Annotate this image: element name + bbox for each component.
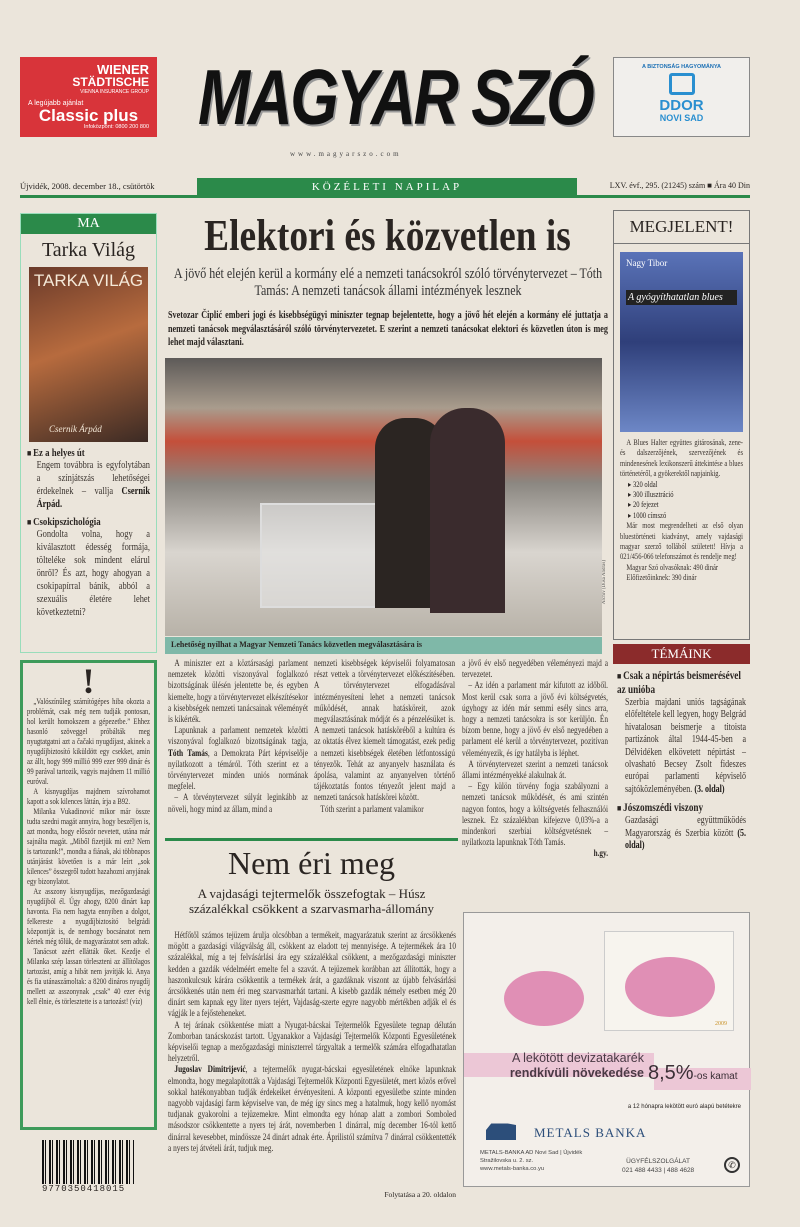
lead-body [168, 725, 308, 792]
feature-text: 300 illusztráció [632, 490, 674, 500]
today-title: Tarka Világ [41, 239, 136, 261]
box-p: Milanka Vukadinović mikor már össze tudta szedni magát annyira, hogy beszéljen is, azt mondta, hogy először nevetett, utána már sajnálta magát. „Miből fizetjük mi ezt? Nem is tartozunk!”, mondta a fiának, aki többnapos utánjárást követően is a már leírt „sok kilences” összegről tudott hazahozni anyjának egy bizonylatot. [27, 807, 150, 886]
today-item-title[interactable]: ■ Ez a helyes út [27, 447, 150, 459]
second-subhead: A vajdasági tejtermelők összefogtak – Húsz százalékkal csökkent a szarvasmarha-állomány [188, 886, 435, 916]
box-p: „Valószínűleg számítógépes hiba okozta a problémát, csak még nem tudják pontosan, hol került homokszem a gépezetbe.” Ehhez hasonló szöveggel próbálták meg nyugtatgatni azt a čačaki nyugdíjast, akinek a nyugdíjbiztosító kiküldött egy csekket, amin az állt, hogy 999 millió 999 ezer 999 dinár és 99 parával tartozik, vagyis majdnem 11 millió euróval. [27, 697, 150, 786]
ad-group: VIENNA INSURANCE GROUP [80, 89, 149, 95]
ad-headline: rendkívüli növekedése [509, 1066, 644, 1080]
wiener-staedtische-ad[interactable] [20, 57, 157, 137]
topic-text: Gazdasági együttműködés Magyarország és Szerbia között [625, 815, 746, 839]
lead-body: A törvénytervezet szerint a nemzeti tanácsok állami intézményekké alakulnak át. [462, 758, 608, 781]
lead-body: Tóth szerint a parlament valamikor [320, 803, 424, 814]
continued-link[interactable]: Folytatása a 20. oldalon [384, 1190, 456, 1199]
today-header: MA [21, 214, 156, 234]
bank-website[interactable]: www.metals-banka.co.yu [480, 1166, 545, 1172]
book-cover[interactable] [620, 252, 743, 432]
section-rule [165, 838, 458, 841]
today-item-bold: Csernik Árpád. [36, 486, 150, 510]
second-body-text: , a tejtermelők nyugat-bácskai egyesületének elnöke lapunknak elmondta, hogy megalapították a Vajdasági Tejtermelők Központi Egyesületét, mert közös erővel sokkal hatékonyabban tudják érdekeiket érvényesíteni. A központi egyesületbe szinte minden nagyobb vajdasági farm képviselve van, de még így sincs meg a hatalmuk, hogy kellő nyomást tudjanak gyakorolni a tejüzemekre. Mint elmondta egy hónap alatt a zombori Somboled másodszor csökkentette a nyers tej árát, novemberben 1 dinárral, míg december 16-tól kettő dinárral kevesebbet, mindössze 24 dinárt adnak érte. Áprilistól számítva 7 dinárral csökkentették a nyers tej átvételi árát, tudjuk meg. [168, 1064, 457, 1153]
today-item-text: Gondolta volna, hogy a kiválasztott édesség formája, tölteléke sok mindent elárul önről? És azt, hogy ahogyan a csokipapírral bánik, abból a szexuális életére lehet következtetni? [36, 529, 150, 618]
box-p: Tanácsot azért ellátták őket. Kezdje el Milanka szép lassan törleszteni az állítólagos tartozást, amíg a hibát nem javítják ki. Anya és fia utánaszámoltak: a 8200 dináros nyugdíj mellett az asszonynak „csak” 40 ezer évig kell élnie, és törlesztette is a tartozást! (víz) [27, 947, 150, 1006]
lead-subhead: A jövő hét elején kerül a kormány elé a nemzeti tanácsokról szóló törvénytervezet – Tóth Tamás: A nemzeti tanácsok állami intézmények lesznek [173, 266, 603, 299]
piggy-bank-icon [504, 971, 584, 1026]
masthead-url: www.magyarszo.com [290, 150, 402, 158]
exclamation-icon: ! [82, 661, 95, 701]
book-title: A gyógyíthatatlan blues [626, 290, 737, 305]
masthead-rule [20, 195, 750, 198]
book-header: MEGJELENT! [614, 211, 749, 244]
second-headline[interactable]: Nem éri meg [227, 845, 396, 881]
tarka-vilag-cover[interactable] [29, 267, 148, 442]
barcode-number: 9770350418015 [42, 1184, 126, 1194]
book-price: Magyar Szó olvasóknak: 490 dinár [626, 562, 719, 572]
lead-body: – A törvénytervezet súlyát leginkább az növeli, hogy mind az állam, mind a [168, 792, 308, 814]
second-body: A tej árának csökkentése miatt a Nyugat-bácskai Tejtermelők Egyesülete tegnap délután Zomborban tanácskozást tartott. Ugyanakkor a Vajdasági Tejtermelők Központi Egyesületének képviselői tegnap a mezőgazdasági miniszterrel tárgyaltak a termelők számára elfogadhatatlan helyzetről. [168, 1019, 456, 1064]
topic-text: Szerbia majdani uniós tagságának előfeltétele kell legyen, hogy Belgrád hivatalosan beismerje a titoista partizánok által 1944-45-ben a Délvidéken elkövetett népirtást – olvasható Becsey Zsolt fideszes európai parlamenti képviselő sajtóközleményében. [625, 697, 746, 795]
barcode-bars [42, 1140, 134, 1184]
book-feature: ▸ 20 fejezet [628, 500, 659, 510]
interest-rate-suffix: -os kamat [693, 1071, 738, 1082]
today-item-title[interactable]: ■ Csokipszichológia [27, 516, 150, 528]
photo-caption: Lehetőség nyílhat a Magyar Nemzeti Tanács közvetlen megválasztására is [165, 637, 602, 654]
piggy-bank-icon [625, 957, 715, 1017]
topics-header: TÉMÁINK [613, 644, 750, 664]
ddor-ad[interactable] [613, 57, 750, 137]
book-feature: ▸ 1000 címszó [628, 510, 667, 520]
issue-number: LXV. évf., 295. (21245) szám ■ Ára 40 Din [609, 181, 750, 190]
lead-headline[interactable]: Elektori és közvetlen is [204, 211, 571, 260]
today-box [20, 213, 157, 653]
masthead-logo: MAGYAR SZÓ [198, 53, 593, 141]
ship-logo-icon [486, 1115, 516, 1140]
book-price: Előfizetőinknek: 390 dinár [626, 573, 697, 583]
topic-title[interactable]: ■ Jószomszédi viszony [617, 801, 746, 815]
ad-brand-2: STÄDTISCHE [72, 75, 149, 89]
book-author: Nagy Tibor [626, 258, 668, 268]
book-order: Már most megrendelheti az első olyan bluestörténeti kiadványt, amely vajdasági magyar szerző tollából született! Hívja a 021/456-066 telefonszámot és rendelje meg! [620, 521, 743, 562]
person-name: Tóth Tamás [168, 747, 208, 758]
barcode [42, 1140, 134, 1200]
today-item-text: Engem továbbra is egyfolytában a színjátszás lehetőségei érdekelnek – vallja [36, 460, 150, 497]
box-p: A kisnyugdíjas majdnem szívrohamot kapott a sok kilences láttán, írja a B92. [27, 787, 150, 806]
exclamation-box [20, 660, 157, 1130]
person-figure [430, 408, 505, 613]
ballot-box [260, 503, 380, 608]
bank-address: Stražilovska u. 2. sz. [480, 1158, 534, 1164]
interest-rate: 8,5% [648, 1062, 694, 1084]
ddor-brand: DDOR [659, 97, 704, 114]
phone-icon: ✆ [724, 1157, 740, 1173]
feature-text: 1000 címszó [632, 510, 667, 520]
book-feature: ▸ 320 oldal [628, 479, 658, 489]
topic-title[interactable]: ■ Csak a népirtás beismerésével az unióba [617, 669, 746, 697]
lead-body-text: , a Demokrata Párt képviselője nyilatkozott a témáról. Tóth szerint ez a törvénytervezet minden uniós normának megfelel. [168, 747, 308, 792]
ddor-ring-text: A BIZTONSÁG HAGYOMÁNYA [642, 64, 721, 70]
cover-name: Csernik Árpád [49, 424, 102, 434]
calendar-year: 2009 [715, 1021, 727, 1027]
book-feature: ▸ 300 illusztráció [628, 490, 674, 500]
author-sign: h.gy. [593, 848, 608, 859]
ad-note: a 12 hónapra lekötött euró alapú betétekre [627, 1104, 741, 1110]
book-promo [613, 210, 750, 640]
ddor-city: NOVI SAD [659, 113, 704, 123]
ad-product: Classic plus [38, 106, 139, 125]
lead-intro: Svetozar Čiplić emberi jogi és kisebbségügyi miniszter tegnap bejelentette, hogy a jövő hét elején a kormány elé juttatja a nemzeti tanácsok megválasztásáról szóló törvénytervezetet. E szerint a nemzeti tanácsokat elektori és közvetlen úton is meg lehet majd választani. [168, 310, 608, 348]
topic-ref[interactable]: (5. oldal) [625, 827, 747, 852]
service-label: ÜGYFÉLSZOLGÁLAT [626, 1158, 690, 1165]
issue-date: Újvidék, 2008. december 18., csütörtök [20, 181, 155, 191]
metals-banka-ad[interactable] [463, 912, 750, 1187]
ddor-logo-icon [669, 73, 695, 95]
lead-body: A miniszter ezt a köztársasági parlament nemzetek közötti viszonyával foglalkozó bizottságának ülésén jelentette be, és egyben kiemelte, hogy a törvénytervezet elkészítésekor a kisebbségek nemzeti tanácsainak véleményét is kikérték. [168, 658, 308, 725]
ad-offer: A legújabb ajánlat [28, 100, 84, 107]
bank-address: METALS-BANKA AD Novi Sad | Újvidék [480, 1150, 583, 1156]
lead-body-text: Lapunknak a parlament nemzetek közötti viszonyával foglalkozó bizottságának tagja, [168, 725, 308, 747]
book-intro: A Blues Halter együttes gitárosának, zene- és dalszerzőjének, szervezőjének és mindenesének lexikonszerű áttekintése a blues történetéről, a gyökerektől napjainkig. [620, 438, 743, 479]
feature-text: 320 oldal [632, 479, 658, 489]
person-name: Jugoslav Dimitrijević [174, 1064, 246, 1075]
lead-body: a jövő év első negyedében véleményezi majd a tervezetet. [462, 658, 608, 680]
bank-brand: METALS BANKA [534, 1125, 647, 1140]
feature-text: 20 fejezet [632, 500, 659, 510]
ad-brand-1: WIENER [97, 62, 149, 77]
voting-photo[interactable] [165, 358, 602, 636]
ad-info: Infoközpont: 0800 200 800 [83, 124, 149, 130]
box-p: Az asszony kisnyugdíjas, mezőgazdasági nyugdíjból él. Úgy ahogy, 8200 dinárt kap havonta. Fia nem hagyta ennyiben a dolgot, felkereste a nyugdíjbiztosító belgrádi központját is, de nemhogy bocsánatot nem kértek még tőlük, de magyarázatot sem adtak. [27, 887, 150, 946]
topic-ref[interactable]: (3. oldal) [694, 783, 725, 795]
second-body: Hétfőtől számos tejüzem árulja olcsóbban a termékeit, magyarázatuk szerint az árcsökkenés mögött a gazdasági világválság áll, csökkent az eladott tej mennyisége. A tejtermékek ára 10 százalékkal, míg a tej felvásárlási ára egy százalékkal csökkent, a mezőgazdasági miniszter kedden a gazdák védelméért emelte fel a szavát. A tejüzemek korábban azt állították, hogy a haszonkulcsuk kárára csökkentik a termékek árát, a gazdáknak viszont az újabb felvásárlási árcsökkenés után nem éri meg szarvasmarhát tartani. A kisebb gazdák némely esetben még 20 dinárt sem kapnak egy liter nyers tejért, Vajdaság-szerte egyre nagyobb mértékben adják el és vágják le a fejősteheneket. [168, 930, 456, 1019]
photo-credit: Archív (Dusa András) [602, 560, 607, 605]
masthead-subtitle: KÖZÉLETI NAPILAP [197, 178, 577, 196]
cover-title: TARKA VILÁG [33, 271, 144, 290]
second-body [168, 1064, 456, 1154]
service-phone[interactable]: 021 488 4433 | 488 4628 [622, 1167, 695, 1174]
ad-headline: A lekötött devizatakarék [511, 1051, 644, 1065]
lead-body: – Az idén a parlament már kifutott az időből. Most kerül csak sorra a jövő évi költségvetés, úgyhogy az idén már semmi esély sincs arra, hogy a nemzeti tanácsokra is sor kerüljön. Én bízom benne, hogy a jövő év első negyedében a parlament elé kerül a törvénytervezet, pozitívan véleményezik, és így hatályba is léphet. [462, 680, 608, 758]
lead-body: – Egy külön törvény fogja szabályozni a nemzeti tanácsok működését, és ami szintén nagyon fontos, hogy a költségvetés felhasználói lesznek. Ez százalékban kifejezve 0,03%-a a mindenkori szerbiai költségvetésnek – nyilatkozta lapunknak Tóth Tamás. [462, 781, 608, 848]
lead-body: nemzeti kisebbségek képviselői folyamatosan részt vettek a törvénytervezet előkészítésében. A törvénytervezet elfogadásával intézményesíteni lehet a nemzeti tanácsok működését, annak hatásköreit, azok megválasztásának módját és a pénzelésüket is. A nemzeti tanácsok hatásköréből a kultúra és az oktatás élvez kiemelt támogatást, ezek pedig a nemzeti kisebbségek életében létfontosságú tényezők. Tehát az anyanyelv használata és ápolása, valamint az anyanyelven történő tájékoztatás fontos tényezőt jelent majd a nemzeti tanácsok hatáskörei között. [314, 658, 455, 803]
topics-box [613, 644, 750, 904]
calendar-card [604, 931, 734, 1031]
